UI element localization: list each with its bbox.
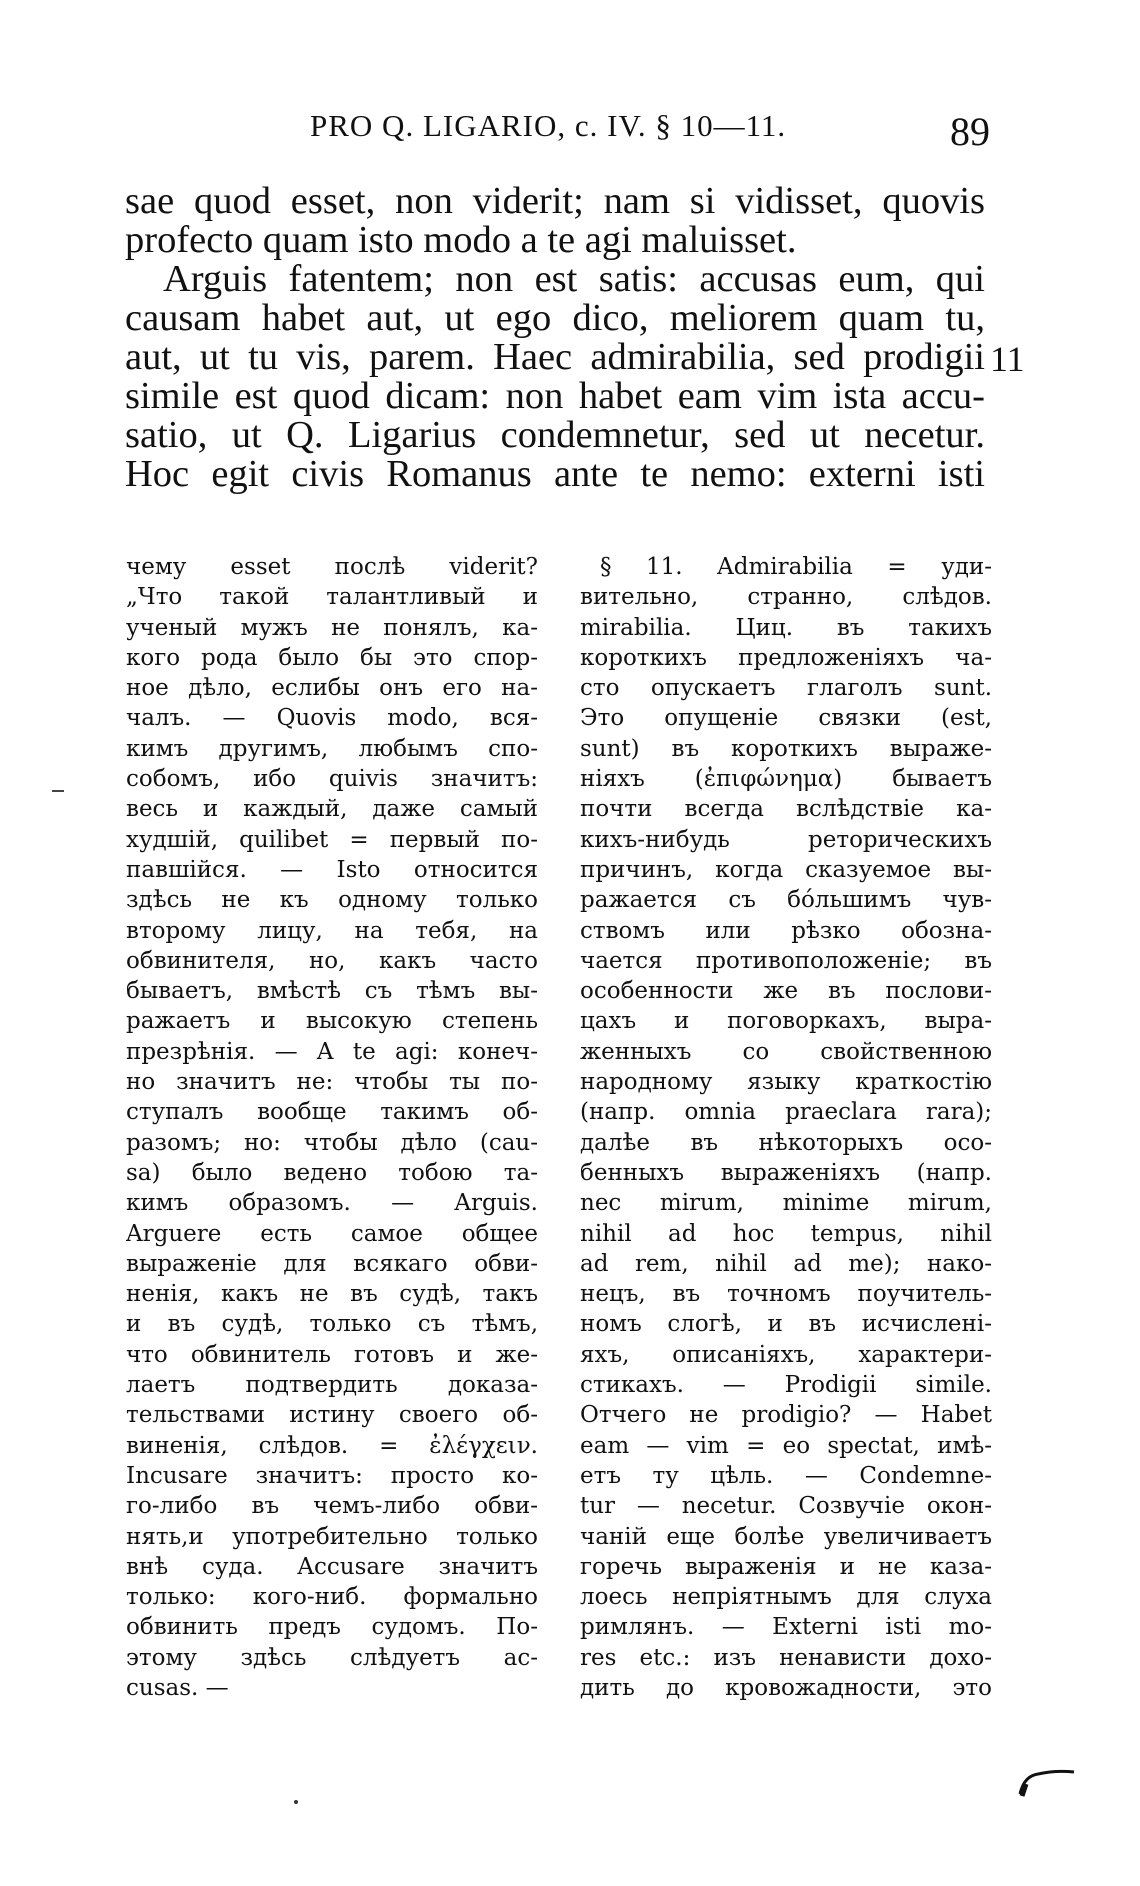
commentary-line: худшій, quilibet = первый по- (126, 826, 538, 853)
commentary-line: короткихъ предложеніяхъ ча- (580, 644, 992, 671)
latin-line: aut, ut tu vis, parem. Haec admirabilia, sed prodigii (125, 336, 985, 378)
commentary-line: стикахъ. — Prodigii simile. (580, 1372, 992, 1399)
commentary-line: но значитъ не: чтобы ты по- (126, 1069, 538, 1096)
ink-dot (294, 1800, 298, 1804)
commentary-line: чалъ. — Quovis modo, вся- (126, 705, 538, 732)
commentary-line: женныхъ со свойственною (580, 1038, 992, 1065)
commentary-line: кимъ образомъ. — Arguis. (126, 1190, 538, 1217)
commentary-line: tur — necetur. Созвучіе окон- (580, 1493, 992, 1520)
commentary-line: нецъ, въ точномъ поучитель- (580, 1281, 992, 1308)
commentary-line: ражается съ бóльшимъ чув- (580, 887, 992, 914)
commentary-line: особенности же въ послови- (580, 978, 992, 1005)
commentary-line: ное дѣло, еслибы онъ его на- (126, 675, 538, 702)
latin-text (125, 182, 985, 494)
commentary-line: этому здѣсь слѣдуетъ ac- (126, 1644, 538, 1671)
commentary-line: далѣе въ нѣкоторыхъ осо- (580, 1129, 992, 1156)
commentary-line: ражаетъ и высокую степень (126, 1008, 538, 1035)
commentary-line: весь и каждый, даже самый (126, 796, 538, 823)
commentary-line: народному языку краткостію (580, 1069, 992, 1096)
commentary-line: только: кого-ниб. формально (126, 1584, 538, 1611)
commentary-line: § 11. Admirabilia = уди- (600, 554, 992, 580)
commentary-line: обвинить предъ судомъ. По- (126, 1614, 538, 1641)
latin-line: causam habet aut, ut ego dico, meliorem quam tu, (125, 297, 985, 339)
commentary-line: сто опускаетъ глаголъ sunt. (580, 675, 992, 702)
commentary-line: „Что такой талантливый и (126, 584, 538, 611)
commentary-line: внѣ суда. Accusare значитъ (126, 1553, 538, 1580)
commentary-left-column (126, 552, 538, 1703)
commentary-line: здѣсь не къ одному только (126, 887, 538, 914)
commentary-line: cusas. — (126, 1674, 229, 1701)
latin-line: sae quod esset, non viderit; nam si vidisset, quovis (125, 180, 985, 222)
commentary-line: nec mirum, minime mirum, (580, 1190, 992, 1217)
page-number: 89 (950, 109, 990, 154)
commentary-line: ненія, какъ не въ судѣ, такъ (126, 1281, 538, 1308)
commentary-line: тельствами истину своего об- (126, 1402, 538, 1429)
commentary-line: лоесь непріятнымъ для слуха (580, 1584, 992, 1611)
commentary-line: кимъ другимъ, любымъ спо- (126, 735, 538, 762)
commentary-line: вительно, странно, слѣдов. (580, 584, 992, 611)
commentary-line: Это опущеніе связки (est, (580, 705, 992, 732)
commentary-line: яхъ, описаніяхъ, характери- (580, 1341, 992, 1368)
commentary-line: нять,и употребительно только (126, 1523, 538, 1550)
commentary-line: nihil ad hoc tempus, nihil (580, 1220, 992, 1247)
commentary-line: кихъ-нибудь реторическихъ (580, 826, 992, 853)
commentary-line: чаній еще болѣе увеличиваетъ (580, 1523, 992, 1550)
commentary-line: презрѣнія. — A te agi: конеч- (126, 1038, 538, 1065)
commentary-line: ніяхъ (ἐπιφώνημα) бываетъ (580, 766, 992, 793)
commentary-line: виненія, слѣдов. = ἐλέγχειν. (126, 1432, 538, 1459)
commentary-line: res etc.: изъ ненависти дохо- (580, 1644, 992, 1671)
commentary-line: Incusare значитъ: просто ко- (126, 1462, 538, 1489)
commentary-line: разомъ; но: чтобы дѣло (cau- (126, 1129, 538, 1156)
commentary-line: горечь выраженія и не каза- (580, 1553, 992, 1580)
latin-line: profecto quam isto modo a te agi maluisset. (125, 219, 797, 261)
latin-line: simile est quod dicam: non habet eam vim ista accu- (125, 375, 985, 417)
commentary-line: и въ судѣ, только съ тѣмъ, (126, 1311, 538, 1338)
commentary-line: что обвинитель готовъ и же- (126, 1341, 538, 1368)
commentary-line: Arguere есть самое общее (126, 1220, 538, 1247)
commentary-line: (напр. omnia praeclara rara); (580, 1099, 992, 1126)
commentary-line: выраженіе для всякаго обви- (126, 1250, 538, 1277)
commentary-line: mirabilia. Циц. въ такихъ (580, 614, 992, 641)
commentary-line: римлянъ. — Externi isti mo- (580, 1614, 992, 1641)
commentary-line: го-либо въ чемъ-либо обви- (126, 1493, 538, 1520)
latin-line: Hoc egit civis Romanus ante te nemo: externi isti (125, 453, 985, 495)
running-title: PRO Q. LIGARIO, c. IV. § 10—11. (310, 108, 787, 143)
commentary-line: ступалъ вообще такимъ об- (126, 1099, 538, 1126)
page-header (300, 108, 990, 152)
commentary-line: дить до кровожадности, это (580, 1674, 992, 1701)
commentary-line: етъ ту цѣль. — Condemne- (580, 1462, 992, 1489)
commentary-line: причинъ, когда сказуемое вы- (580, 856, 992, 883)
commentary-line: чему esset послѣ viderit? (126, 554, 538, 580)
commentary-line: бываетъ, вмѣстѣ съ тѣмъ вы- (126, 978, 538, 1005)
commentary-line: почти всегда вслѣдствіе ка- (580, 796, 992, 823)
commentary-line: собомъ, ибо quivis значитъ: (126, 766, 538, 793)
commentary-line: ученый мужъ не понялъ, ка- (126, 614, 538, 641)
commentary-line: чается противоположеніе; въ (580, 947, 992, 974)
commentary-line: бенныхъ выраженіяхъ (напр. (580, 1159, 992, 1186)
commentary-line: второму лицу, на тебя, на (126, 917, 538, 944)
commentary-line: Отчего не prodigio? — Habet (580, 1402, 992, 1429)
commentary-line: ствомъ или рѣзко обозна- (580, 917, 992, 944)
commentary-line: лаетъ подтвердить доказа- (126, 1372, 538, 1399)
commentary-line: sunt) въ короткихъ выраже- (580, 735, 992, 762)
latin-line: satio, ut Q. Ligarius condemnetur, sed ut necetur. (125, 414, 985, 456)
commentary-line: eam — vim = eo spectat, имѣ- (580, 1432, 992, 1459)
commentary-line: кого рода было бы это спор- (126, 644, 538, 671)
commentary-line: обвинителя, но, какъ часто (126, 947, 538, 974)
section-margin-number: 11 (990, 339, 1025, 379)
margin-dash (52, 790, 64, 792)
commentary-line: номъ слогѣ, и въ исчислені- (580, 1311, 992, 1338)
latin-line: Arguis fatentem; non est satis: accusas eum, qui (163, 258, 985, 300)
commentary-line: цахъ и поговоркахъ, выра- (580, 1008, 992, 1035)
commentary-line: ad rem, nihil ad me); нако- (580, 1250, 992, 1277)
commentary-right-column (580, 552, 992, 1703)
commentary-line: sa) было ведено тобою та- (126, 1159, 538, 1186)
ink-flourish-mark (1016, 1764, 1080, 1800)
commentary-line: павшійся. — Isto относится (126, 856, 538, 883)
